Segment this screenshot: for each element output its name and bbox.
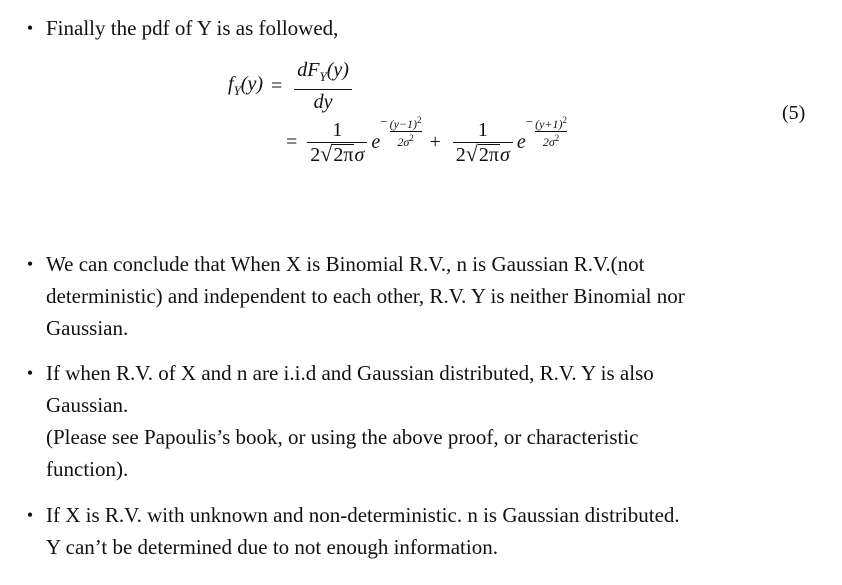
bullet-item-3	[22, 357, 812, 485]
text-line: We can conclude that When X is Binomial R.V., n is Gaussian R.V.(not	[46, 252, 645, 276]
text-line: deterministic) and independent to each other, R.V. Y is neither Binomial nor	[46, 284, 685, 308]
equation-block	[0, 56, 842, 186]
bullet-text	[46, 248, 812, 344]
bullet-text	[46, 12, 812, 44]
text-line: Finally the pdf of Y is as followed,	[46, 16, 339, 40]
equals-sign: =	[286, 131, 298, 154]
exponential-base: e	[516, 131, 526, 154]
bullet-text	[46, 499, 812, 563]
bullet-text	[46, 357, 812, 485]
bullet-item-1	[22, 12, 812, 44]
fraction-numerator: $dF_Y(y)$	[297, 59, 349, 84]
bullet-dot: •	[26, 18, 34, 38]
bullet-dot: •	[26, 505, 34, 525]
square-root: √ 2π	[465, 141, 499, 167]
equation-row-2	[286, 114, 567, 167]
bullet-item-2	[22, 248, 812, 344]
equation-number: (5)	[782, 102, 806, 124]
text-line: If when R.V. of X and n are i.i.d and Gaussian distributed, R.V. Y is also	[46, 361, 654, 385]
text-line: If X is R.V. with unknown and non-deterministic. n is Gaussian distributed.	[46, 503, 680, 527]
text-line: (Please see Papoulis’s book, or using the above proof, or characteristic	[46, 425, 639, 449]
gaussian-coefficient-2: 1 2 √ 2π σ	[453, 118, 513, 167]
text-line: Y can’t be determined due to not enough information.	[46, 535, 498, 559]
lhs-function: $f_Y(y)$	[228, 73, 263, 99]
plus-sign: +	[429, 131, 441, 154]
text-line: Gaussian.	[46, 393, 129, 417]
derivative-fraction	[294, 58, 352, 114]
exponent-1: − $\frac{(y-1)^2}{2\sigma^2}$	[380, 114, 422, 150]
bullet-dot: •	[26, 254, 34, 274]
fraction-denominator: dy	[313, 91, 333, 114]
equals-sign: =	[271, 74, 283, 97]
bullet-item-4	[22, 499, 812, 563]
text-line: function).	[46, 457, 129, 481]
square-root: √ 2π	[320, 141, 354, 167]
bullet-dot: •	[26, 363, 34, 383]
text-line: Gaussian.	[46, 316, 129, 340]
equation-row-1	[228, 58, 356, 114]
gaussian-coefficient-1: 1 2 √ 2π σ	[307, 118, 367, 167]
exponent-2: − $\frac{(y+1)^2}{2\sigma^2}$	[525, 114, 567, 150]
exponential-base: e	[371, 131, 381, 154]
